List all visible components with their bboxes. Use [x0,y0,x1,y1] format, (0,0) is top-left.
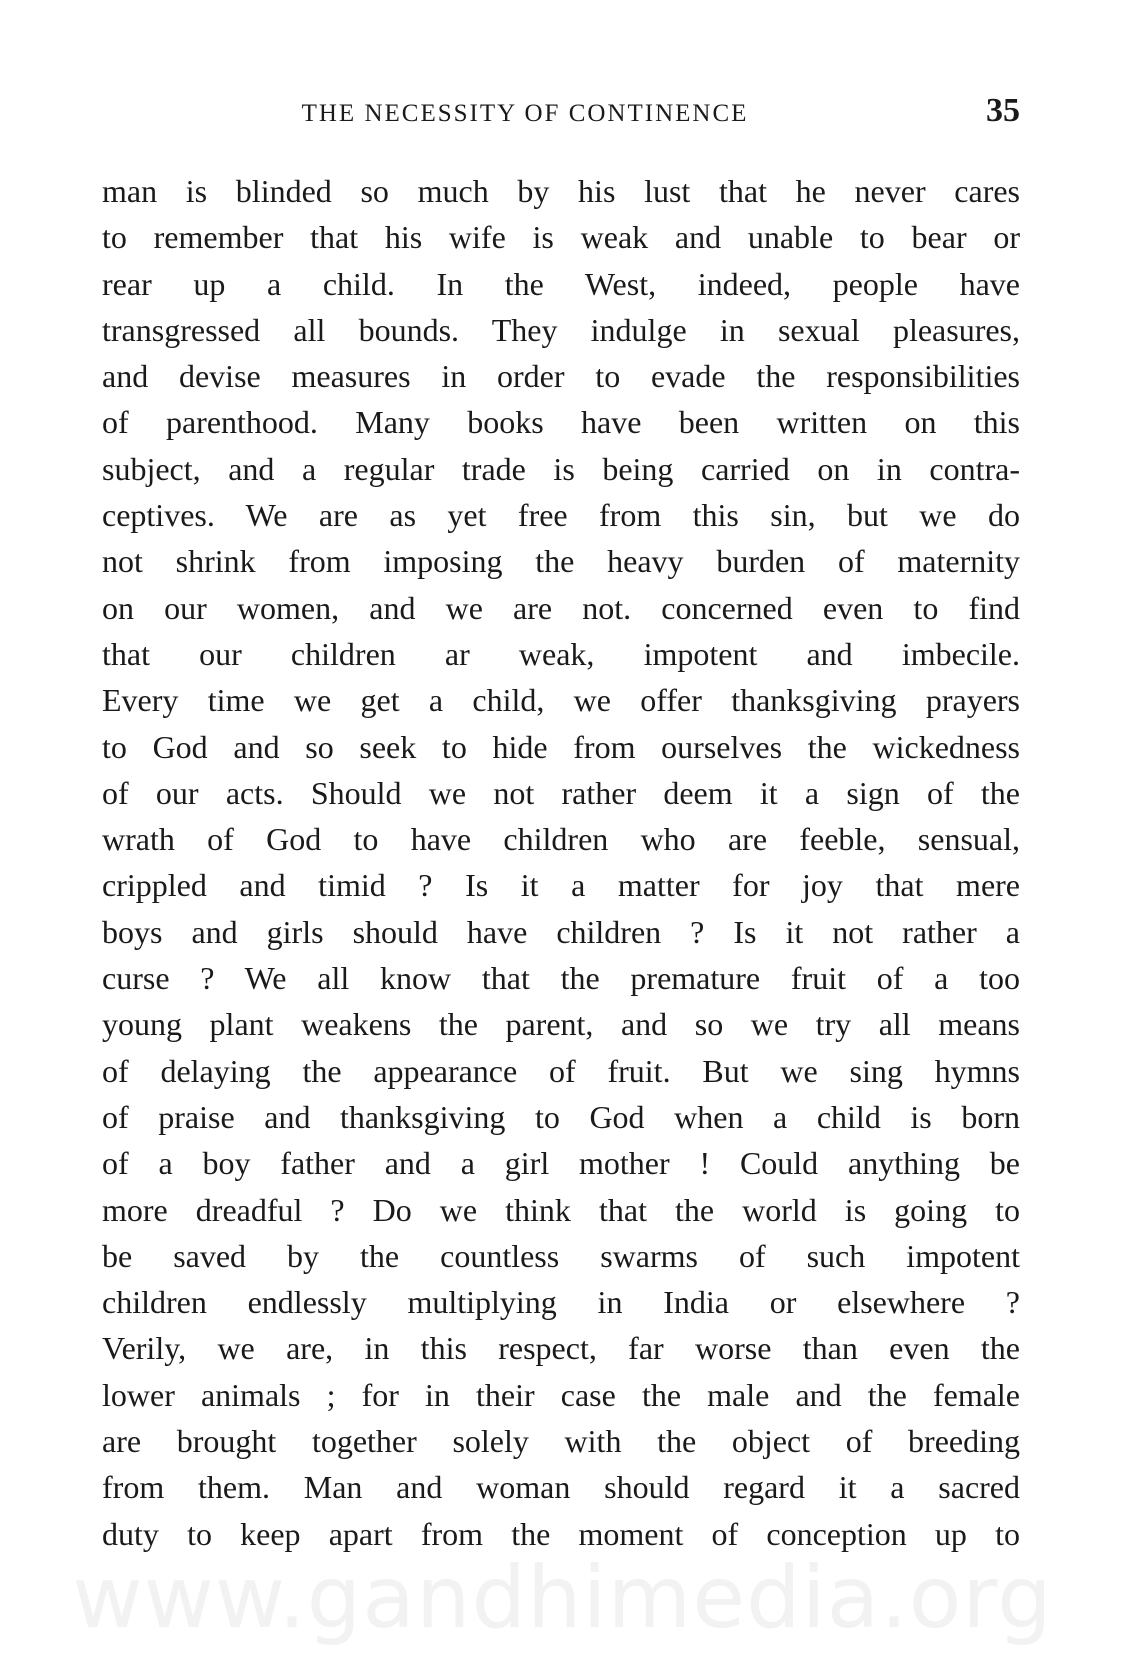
text-line: of delaying the appearance of fruit. But we sing hymns [102,1052,1020,1089]
text-line: young plant weakens the parent, and so we try all means [102,1006,1020,1043]
running-title: THE NECESSITY OF CONTINENCE [301,100,749,127]
text-line: boys and girls should have children ? Is it not rather a [102,913,1020,950]
text-line: Verily, we are, in this respect, far worse than even the [102,1330,1020,1367]
text-line: from them. Man and woman should regard it a sacred [102,1469,1020,1506]
text-line: curse ? We all know that the premature fruit of a too [102,960,1020,997]
text-line: be saved by the countless swarms of such impotent [102,1237,1020,1274]
text-line: that our children ar weak, impotent and imbecile. [102,635,1020,672]
text-line: to remember that his wife is weak and unable to bear or [102,219,1020,256]
text-line: and devise measures in order to evade the responsibilities [102,358,1020,395]
text-line: ceptives. We are as yet free from this sin, but we do [102,497,1020,534]
text-line: crippled and timid ? Is it a matter for joy that mere [102,867,1020,904]
text-line: transgressed all bounds. They indulge in sexual pleasures, [102,311,1020,348]
text-line: of parenthood. Many books have been written on this [102,404,1020,441]
text-line: are brought together solely with the object of breeding [102,1423,1020,1460]
text-line: to God and so seek to hide from ourselves the wickedness [102,728,1020,765]
page-number: 35 [986,92,1020,129]
text-line: more dreadful ? Do we think that the world is going to [102,1191,1020,1228]
text-line: of a boy father and a girl mother ! Could anything be [102,1145,1020,1182]
text-line: on our women, and we are not. concerned even to find [102,589,1020,626]
text-line: Every time we get a child, we offer thanksgiving prayers [102,682,1020,719]
text-line: duty to keep apart from the moment of conception up to [102,1515,1020,1552]
text-line: rear up a child. In the West, indeed, people have [102,265,1020,302]
text-line: wrath of God to have children who are feeble, sensual, [102,821,1020,858]
body-text [102,168,1020,1557]
text-line: of praise and thanksgiving to God when a child is born [102,1098,1020,1135]
text-line: of our acts. Should we not rather deem it a sign of the [102,774,1020,811]
text-line: man is blinded so much by his lust that he never cares [102,173,1020,209]
text-line: not shrink from imposing the heavy burden of maternity [102,543,1020,580]
text-line: children endlessly multiplying in India or elsewhere ? [102,1284,1020,1321]
watermark: www.gandhimedia.org [72,1548,1053,1648]
text-line: lower animals ; for in their case the male and the female [102,1376,1020,1413]
running-head [100,92,1020,142]
text-line: subject, and a regular trade is being carried on in contra- [102,450,1020,487]
